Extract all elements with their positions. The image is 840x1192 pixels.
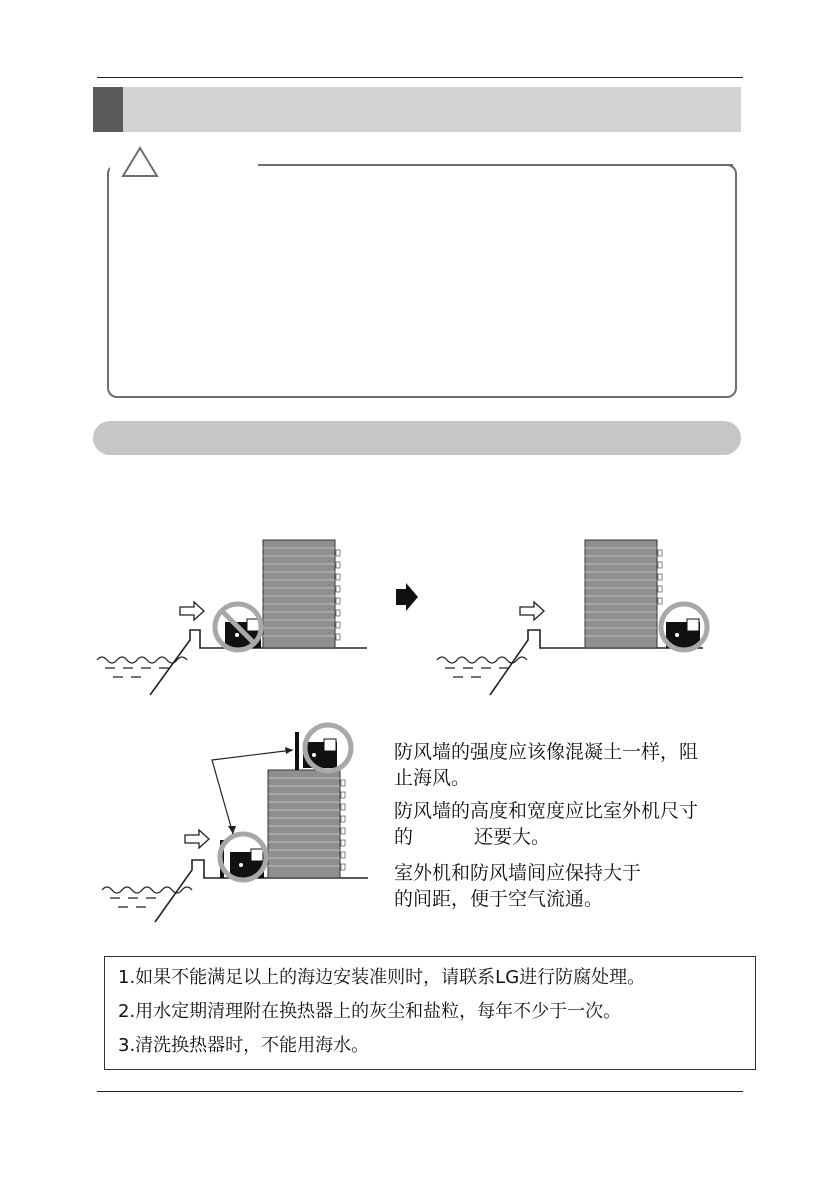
windbreak-note-3b: 的间距，便于空气流通。 bbox=[394, 888, 604, 910]
windbreak-note-3a: 室外机和防风墙间应保持大于 bbox=[394, 862, 642, 884]
windbreak-note-2a: 防风墙的高度和宽度应比室外机尺寸 bbox=[394, 800, 699, 822]
caution-box bbox=[107, 164, 737, 398]
header-rule bbox=[97, 77, 743, 78]
notice-item-2: 2.用水定期清理附在换热器上的灰尘和盐粒，每年不少于一次。 bbox=[118, 1001, 622, 1022]
subsection-pill bbox=[93, 421, 741, 455]
figure-incorrect-installation bbox=[95, 535, 395, 695]
caution-box-top-line bbox=[258, 164, 733, 166]
windbreak-note-2c: 还要大。 bbox=[474, 826, 551, 848]
figure-correct-installation bbox=[435, 535, 735, 695]
section-title-bar bbox=[93, 87, 741, 132]
warning-triangle-icon bbox=[120, 146, 160, 180]
windbreak-note-2b: 的 bbox=[394, 826, 414, 848]
arrow-right-icon bbox=[396, 583, 418, 611]
footer-rule bbox=[97, 1091, 743, 1092]
section-title-tab bbox=[93, 87, 123, 132]
windbreak-note-1b: 止海风。 bbox=[394, 767, 471, 789]
notice-item-1: 1.如果不能满足以上的海边安装准则时，请联系LG进行防腐处理。 bbox=[118, 967, 646, 988]
windbreak-note-1a: 防风墙的强度应该像混凝土一样，阻 bbox=[394, 741, 699, 763]
figure-windbreak-wall bbox=[100, 722, 385, 922]
notice-item-3: 3.清洗换热器时，不能用海水。 bbox=[118, 1035, 370, 1056]
